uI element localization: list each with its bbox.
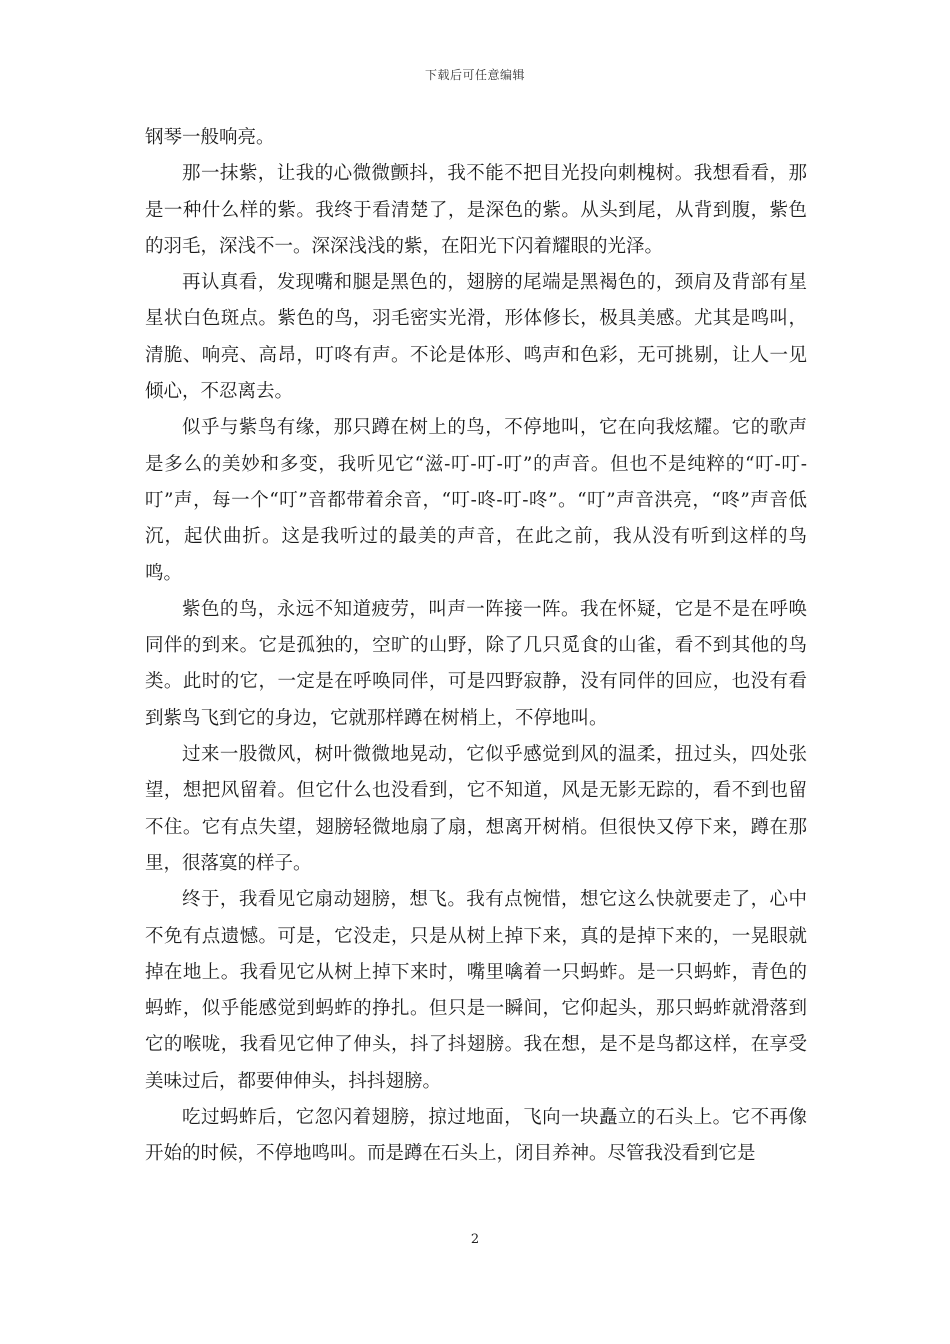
paragraph: 过来一股微风，树叶微微地晃动，它似乎感觉到风的温柔，扭过头，四处张望，想把风留着。但它什么也没看到，它不知道，风是无影无踪的，看不到也留不住。它有点失望，翅膀轻微地扇了扇，想离开树梢。但很快又停下来，蹲在那里，很落寞的样子。	[145, 744, 807, 874]
page-header: 下载后可任意编辑	[424, 68, 525, 82]
paragraph: 那一抹紫，让我的心微微颤抖，我不能不把目光投向刺槐树。我想看看，那是一种什么样的紫。我终于看清楚了，是深色的紫。从头到尾，从背到腹，紫色的羽毛，深浅不一。深深浅浅的紫，在阳光下闪着耀眼的光泽。	[145, 163, 807, 257]
paragraph: 吃过蚂蚱后，它忽闪着翅膀，掠过地面，飞向一块矗立的石头上。它不再像开始的时候，不停地鸣叫。而是蹲在石头上，闭目养神。尽管我没看到它是	[145, 1107, 807, 1165]
page-number: 2	[470, 1232, 480, 1247]
body-text	[145, 120, 807, 1173]
paragraph: 终于，我看见它扇动翅膀，想飞。我有点惋惜，想它这么快就要走了，心中不免有点遗憾。可是，它没走，只是从树上掉下来，真的是掉下来的，一晃眼就掉在地上。我看见它从树上掉下来时，嘴里噙着一只蚂蚱。是一只蚂蚱，青色的蚂蚱，似乎能感觉到蚂蚱的挣扎。但只是一瞬间，它仰起头，那只蚂蚱就滑落到它的喉咙，我看见它伸了伸头，抖了抖翅膀。我在想，是不是鸟都这样，在享受美味过后，都要伸伸头，抖抖翅膀。	[145, 889, 807, 1092]
paragraph: 紫色的鸟，永远不知道疲劳，叫声一阵接一阵。我在怀疑，它是不是在呼唤同伴的到来。它是孤独的，空旷的山野，除了几只觅食的山雀，看不到其他的鸟类。此时的它，一定是在呼唤同伴，可是四野寂静，没有同伴的回应，也没有看到紫鸟飞到它的身边，它就那样蹲在树梢上，不停地叫。	[145, 598, 807, 729]
paragraph: 钢琴一般响亮。	[145, 127, 275, 148]
paragraph: 再认真看，发现嘴和腿是黑色的，翅膀的尾端是黑褐色的，颈肩及背部有星星状白色斑点。紫色的鸟，羽毛密实光滑，形体修长，极具美感。尤其是鸣叫，清脆、响亮、高昂，叮咚有声。不论是体形、鸣声和色彩，无可挑剔，让人一见倾心，不忍离去。	[145, 272, 807, 403]
paragraph: 似乎与紫鸟有缘，那只蹲在树上的鸟，不停地叫，它在向我炫耀。它的歌声是多么的美妙和多变，我听见它“滋-叮-叮-叮”的声音。但也不是纯粹的“叮-叮-叮”声，每一个“叮”音都带着余音，“叮-咚-叮-咚”。“叮”声音洪亮，“咚”声音低沉，起伏曲折。这是我听过的最美的声音，在此之前，我从没有听到这样的鸟鸣。	[145, 417, 807, 584]
